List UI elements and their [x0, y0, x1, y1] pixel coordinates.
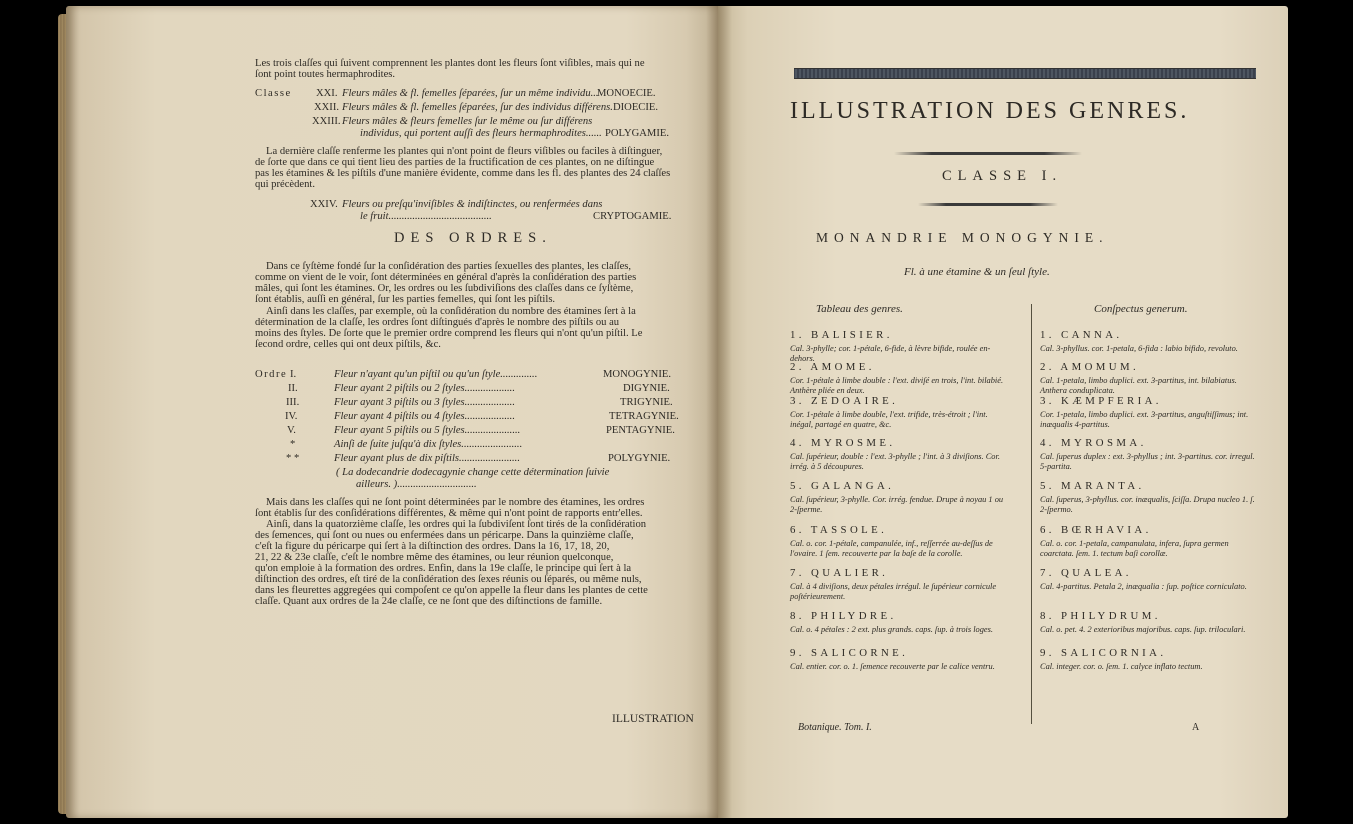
- ordre-note-2: ailleurs. )..............................: [356, 479, 477, 490]
- right-page: [718, 6, 1288, 818]
- book-spine: [706, 6, 732, 818]
- classe-label: Classe: [255, 88, 292, 99]
- para2-line-1: Dans ce ſyſtème fondé ſur la conſidération des parties ſexuelles des plantes, les claſſes,: [266, 261, 632, 272]
- genre-fr-genre-description: Cal. o. 4 pétales : 2 ext. plus grands. caps. ſup. à trois loges.: [790, 625, 994, 634]
- genre-la-genre-description: Cal. o. pet. 4. 2 exterioribus majoribus. caps. ſup. triloculari.: [1040, 625, 1246, 634]
- genre-la-genre-name: 6. BŒRHAVIA.: [1040, 524, 1152, 536]
- genre-la-genre-description: Cal. o. cor. 1-petala, campanulata, infera, ſupra germen coarctata. ſem. 1. tectum baſi corollæ.: [1040, 539, 1229, 558]
- ordre-3-name: TRIGYNIE.: [620, 397, 673, 408]
- genre-la-genre-name: 9. SALICORNIA.: [1040, 647, 1167, 659]
- page-title: ILLUSTRATION DES GENRES.: [790, 98, 1190, 124]
- genre-la-genre-description: Cal. 3-phyllus. cor. 1-petala, 6-fida : labio bifido, revoluto.: [1040, 344, 1238, 353]
- genre-fr-genre-name: 9. SALICORNE.: [790, 647, 909, 659]
- ordre-5-num: V.: [287, 425, 296, 436]
- order-heading: MONANDRIE MONOGYNIE.: [816, 230, 1109, 245]
- conspectus-heading: Conſpectus generum.: [1094, 303, 1188, 315]
- classe-24-name: CRYPTOGAMIE.: [593, 211, 672, 222]
- column-divider: [1031, 304, 1032, 724]
- ordre-7-num: * *: [286, 453, 300, 464]
- intro-line-1: Les trois claſſes qui ſuivent comprennent les plantes dont les fleurs ſont viſibles, mais qui ne: [255, 58, 645, 69]
- genre-fr-genre-name: 3. ZEDOAIRE.: [790, 395, 899, 407]
- ordre-7-name: POLYGYNIE.: [608, 453, 671, 464]
- ornamental-band: [794, 68, 1256, 79]
- ordre-label: Ordre: [255, 369, 288, 380]
- ordre-3-text: Fleur ayant 3 piſtils ou 3 ſtyles...................: [334, 397, 515, 408]
- para4-line-2: ſont établis ſur des conſidérations différentes, & même qui n'ont point de rapports entr'elles.: [255, 508, 643, 519]
- ordre-5-text: Fleur ayant 5 piſtils ou 5 ſtyles.....................: [334, 425, 521, 436]
- ordre-6-num: *: [290, 439, 296, 450]
- classe-21-name: MONOECIE.: [597, 88, 656, 99]
- genre-la-genre-description: Cal. ſuperus, 3-phyllus. cor. inæqualis, ſciſſa. Drupa nucleo 1. ſ. 2-ſpermo.: [1040, 495, 1255, 514]
- ordre-4-name: TETRAGYNIE.: [609, 411, 679, 422]
- ordre-4-num: IV.: [285, 411, 298, 422]
- classe-heading: CLASSE I.: [942, 168, 1063, 184]
- ordre-5-name: PENTAGYNIE.: [606, 425, 675, 436]
- catchword: ILLUSTRATION: [612, 713, 694, 725]
- ordre-1-name: MONOGYNIE.: [603, 369, 671, 380]
- classe-23-text-2: individus, qui portent auſſi des fleurs hermaphrodites......: [360, 128, 602, 139]
- genre-fr-genre-description: Cal. ſupérieur, double : l'ext. 3-phylle ; l'int. à 3 diviſions. Cor. irrég. à 5 découpures.: [790, 452, 1000, 471]
- footer-volume: Botanique. Tom. I.: [798, 722, 872, 733]
- para3-line-3: moins des ſtyles. De ſorte que le premier ordre comprend les fleurs qui n'ont qu'un piſtil. Le: [255, 328, 643, 339]
- para4-line-3: Ainſi, dans la quatorzième claſſe, les ordres qui la ſubdiviſent ſont tirés de la conſidération: [266, 519, 647, 530]
- genre-fr-genre-description: Cal. 3-phylle; cor. 1-pétale, 6-fide, à lèvre bifide, roulée en-dehors.: [790, 344, 991, 363]
- ordre-3-num: III.: [286, 397, 300, 408]
- classe-22-name: DIOECIE.: [613, 102, 659, 113]
- para2-line-4: ſont établis, auſſi en général, ſur les parties femelles, qui ſont les piſtils.: [255, 294, 556, 305]
- para4-line-5: c'eſt la figure du péricarpe qui ſert à la diſtinction des ordres. Dans la 16, 17, 18, 20,: [255, 541, 610, 552]
- genre-fr-genre-description: Cal. entier. cor. o. 1. ſemence recouverte par le calice ventru.: [790, 662, 995, 671]
- genre-fr-genre-description: Cor. 1-pétale à limbe double : l'ext. diviſé en trois, l'int. bilabié. Anthère pliée en deux.: [790, 376, 1004, 395]
- genre-fr-genre-description: Cal. à 4 diviſions, deux pétales irrégul. le ſupérieur cornicule poſtérieurement.: [790, 582, 997, 601]
- genre-la-genre-description: Cal. 4-partitus. Petala 2, inæqualia : ſup. poſtice corniculato.: [1040, 582, 1247, 591]
- para1-line-3: pas les étamines & les piſtils d'une manière évidente, comme dans les fl. des plantes des 24 claſſes: [255, 168, 671, 179]
- genre-fr-genre-description: Cal. o. cor. 1-pétale, campanulée, inf., reſſerrée au-deſſus de l'ovaire. 1 ſem. recouverte par la baſe de la corolle.: [790, 539, 993, 558]
- classe-24-num: XXIV.: [310, 199, 338, 210]
- para1-line-4: qui précèdent.: [255, 179, 316, 190]
- ordre-2-name: DIGYNIE.: [623, 383, 670, 394]
- classe-22-num: XXII.: [314, 102, 340, 113]
- genre-fr-genre-name: 4. MYROSME.: [790, 437, 896, 449]
- classe-21-num: XXI.: [316, 88, 338, 99]
- genre-fr-genre-name: 8. PHILYDRE.: [790, 610, 897, 622]
- genre-fr-genre-description: Cal. ſupérieur, 3-phylle. Cor. irrég. fendue. Drupe à noyau 1 ou 2-ſperme.: [790, 495, 1004, 514]
- para4-line-10: claſſe. Quant aux ordres de la 24e claſſe, ce ne ſont que des diſtinctions de famille.: [255, 596, 603, 607]
- intro-line-2: ſont point toutes hermaphrodites.: [255, 69, 396, 80]
- genre-la-genre-name: 7. QUALEA.: [1040, 567, 1132, 579]
- genre-la-genre-name: 8. PHILYDRUM.: [1040, 610, 1161, 622]
- para4-line-1: Mais dans les claſſes qui ne ſont point déterminées par le nombre des étamines, les ordres: [266, 497, 645, 508]
- genre-fr-genre-name: 2. AMOME.: [790, 361, 875, 373]
- classe-22-text: Fleurs mâles & fl. femelles ſéparées, ſur des individus différens.: [342, 102, 613, 113]
- para3-line-4: ſecond ordre, celles qui ont deux piſtils, &c.: [255, 339, 441, 350]
- ordre-2-num: II.: [288, 383, 298, 394]
- genre-la-genre-description: Cor. 1-petala, limbo duplici. ext. 3-partitus, anguſtiſſimus; int. inæqualis 4-partitus.: [1040, 410, 1249, 429]
- ordre-4-text: Fleur ayant 4 piſtils ou 4 ſtyles...................: [334, 411, 515, 422]
- ordre-2-text: Fleur ayant 2 piſtils ou 2 ſtyles...................: [334, 383, 515, 394]
- classe-23-num: XXIII.: [312, 116, 341, 127]
- genre-fr-genre-name: 1. BALISIER.: [790, 329, 893, 341]
- para4-line-7: qu'on emploie à la formation des ordres. Enfin, dans la 19e claſſe, le principe qui ſert à la: [255, 563, 632, 574]
- ornamental-rule-1: [894, 152, 1082, 155]
- para2-line-2: comme on vient de le voir, ſont déterminées en général d'après la conſidération des parties: [255, 272, 637, 283]
- genre-la-genre-name: 4. MYROSMA.: [1040, 437, 1147, 449]
- ordre-7-text: Fleur ayant plus de dix piſtils.......................: [334, 453, 520, 464]
- ordre-1-num: I.: [290, 369, 297, 380]
- genre-la-genre-description: Cal. 1-petala, limbo duplici. ext. 3-partitus, int. bilabiatus. Anthera conduplicata.: [1040, 376, 1237, 395]
- ordre-1-text: Fleur n'ayant qu'un piſtil ou qu'un ſtyle..............: [334, 369, 538, 380]
- classe-23-text: Fleurs mâles & fleurs femelles ſur le même ou ſur différens: [342, 116, 593, 127]
- para3-line-2: détermination de la claſſe, les ordres ſont diſtingués d'après le nombre des piſtils ou au: [255, 317, 620, 328]
- para4-line-8: diſtinction des ordres, eſt tiré de la conſidération des ſexes réunis ou ſéparés, ou même nuls,: [255, 574, 642, 585]
- ordre-6-text: Ainſi de ſuite juſqu'à dix ſtyles.......................: [334, 439, 523, 450]
- left-page: [66, 6, 718, 818]
- classe-24-text-2: le fruit.......................................: [360, 211, 492, 222]
- signature-mark: A: [1192, 722, 1200, 733]
- tableau-heading: Tableau des genres.: [816, 303, 903, 315]
- genre-la-genre-name: 1. CANNA.: [1040, 329, 1123, 341]
- genre-fr-genre-name: 5. GALANGA.: [790, 480, 895, 492]
- genre-la-genre-name: 3. KÆMPFERIA.: [1040, 395, 1162, 407]
- ordre-note-1: ( La dodecandrie dodecagynie change cette détermination ſuivie: [336, 467, 610, 478]
- classe-24-text: Fleurs ou preſqu'inviſibles & indiſtinctes, ou renfermées dans: [342, 199, 603, 210]
- genre-fr-genre-name: 7. QUALIER.: [790, 567, 889, 579]
- des-ordres-heading: DES ORDRES.: [394, 230, 552, 246]
- genre-fr-genre-name: 6. TASSOLE.: [790, 524, 888, 536]
- genre-la-genre-name: 5. MARANTA.: [1040, 480, 1145, 492]
- open-book: [66, 6, 1288, 818]
- para1-line-1: La dernière claſſe renferme les plantes qui n'ont point de fleurs viſibles ou faciles à diſtinguer,: [266, 146, 663, 157]
- genre-la-genre-description: Cal. integer. cor. o. ſem. 1. calyce inflato tectum.: [1040, 662, 1203, 671]
- genre-la-genre-description: Cal. ſuperus duplex : ext. 3-phyllus ; int. 3-partitus. cor. irregul. 5-partita.: [1040, 452, 1255, 471]
- para4-line-6: 21, 22 & 23e claſſe, c'eſt le nombre même des étamines, ou leur réunion quelconque,: [255, 552, 614, 563]
- genre-fr-genre-description: Cor. 1-pétale à limbe double, l'ext. trifide, très-étroit ; l'int. inégal, partagé en quatre, &c.: [790, 410, 988, 429]
- genre-la-genre-name: 2. AMOMUM.: [1040, 361, 1140, 373]
- para2-line-3: mâles, qui ſont les étamines. Or, les ordres ou les ſubdiviſions des claſſes dans ce ſyſtème,: [255, 283, 634, 294]
- para3-line-1: Ainſi dans les claſſes, par exemple, où la conſidération du nombre des étamines ſert à la: [266, 306, 636, 317]
- para1-line-2: de ſorte que dans ce qui tient lieu des parties de la fructification de ces plantes, on ne diſtingue: [255, 157, 655, 168]
- classe-21-text: Fleurs mâles & fl. femelles ſéparées, ſur un même individu...: [342, 88, 599, 99]
- classe-23-name: POLYGAMIE.: [605, 128, 669, 139]
- ornamental-rule-2: [918, 203, 1058, 206]
- para4-line-4: des ſemences, qui ſont ou nues ou enfermées dans un péricarpe. Dans la quinzième claſſe,: [255, 530, 634, 541]
- flower-description: Fl. à une étamine & un ſeul ſtyle.: [904, 266, 1050, 278]
- para4-line-9: dans les fleurettes aggregées qui compoſent ce qu'on appelle la fleur dans les plantes de cette: [255, 585, 648, 596]
